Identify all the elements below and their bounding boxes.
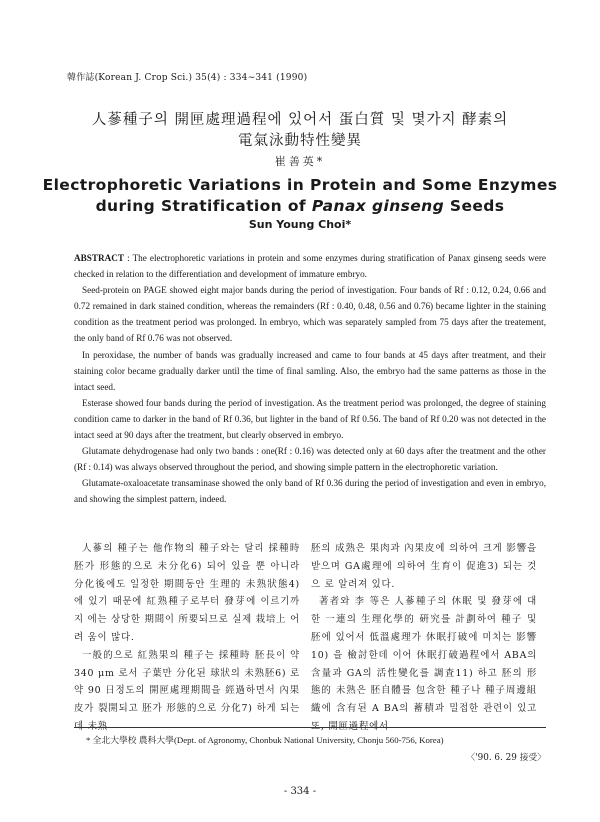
english-title-line-2	[40, 196, 560, 217]
page-number: - 334 -	[283, 786, 317, 797]
abstract	[74, 250, 546, 508]
abstract-paragraph-2: Seed-protein on PAGE showed eight major bands during the period of investigation. Four bands of Rf : 0.12, 0.24, 0.66 and 0.72 remained in dark stained condition, whereas the remainders (Rf : 0.40, 0.48, 0.56 and 0.76) became lighter in the staining condition as the treatment period was prolonged. In embryo, which was separately sampled from 75 days after the treatement, the only band of Rf 0.76 was not observed.	[74, 285, 546, 344]
received-date: 〈'90. 6. 29 接受〉	[466, 753, 546, 763]
english-author: Sun Young Choi*	[248, 218, 352, 231]
body-column-left	[74, 540, 300, 736]
body-left-paragraph-1: 人蔘의 種子는 他作物의 種子와는 달리 採種時 胚가 形態的으로 未分化6) 되어 있을 뿐 아니라 分化後에도 일정한 期間동안 生理的 未熟狀態4) 에 있기 때문에 紅熟種子로부터 發芽에 이르기까지 에는 상당한 期間이 所要되므로 실제 栽培上 어려 움이 많다.	[74, 543, 300, 643]
abstract-paragraph-6: Glutamate-oxaloacetate transaminase showed the only band of Rf 0.36 during the period of investigation and even in embryo, and showing the simplest pattern, indeed.	[74, 478, 546, 505]
korean-author: 崔善英*	[274, 155, 326, 168]
korean-title-line-2: 電氣泳動特性變異	[238, 133, 362, 149]
abstract-heading: ABSTRACT	[74, 253, 125, 263]
author-affiliation-footnote: * 全北大學校 農科大學(Dept. of Agronomy, Chonbuk National University, Chonju 560-756, Korea)	[86, 735, 444, 745]
abstract-paragraph-3: In peroxidase, the number of bands was gradually increased and came to four bands at 45 days after treatment, and their staining color became gradually darker until the time of final samling. Also, the embryo had the same patterns as those in the intact seed.	[74, 349, 546, 392]
korean-title	[40, 110, 560, 152]
english-title	[40, 175, 560, 217]
body-right-paragraph-1: 胚의 成熟은 果肉과 內果皮에 의하여 크게 影響을 받으며 GA處理에 의하여 生育이 促進3) 되는 것으 로 알려져 있다.	[311, 543, 537, 590]
body-left-paragraph-2: 一般的으로 紅熟果의 種子는 採種時 胚長이 약 340 μm 로서 子葉만 分化된 球狀의 未熟胚6) 로 약 90 日정도의 開匣處理期間을 經過하면서 內果皮가 裂開되고 胚가 形態的으로 分化7) 하게 되는데 未熟	[74, 649, 300, 732]
abstract-paragraph-4: Esterase showed four bands during the period of investigation. As the treatment period was prolonged, the degree of staining condition came to darker in the band of Rf 0.36, but lighter in the band of Rf 0.56. The band of Rf 0.20 was not detected in the intact seed at 90 days after the treatment, but clearly observed in embryo.	[74, 397, 546, 441]
abstract-text-1: : The electrophoretic variations in protein and some enzymes during stratification of Panax ginseng seeds were checked in relation to the differentiation and development of immature embryo.	[74, 253, 546, 280]
english-title-line-2-end: Seeds	[444, 197, 505, 215]
species-name: Panax ginseng	[311, 197, 445, 215]
abstract-paragraph-1	[74, 250, 546, 282]
footnote-divider	[74, 727, 546, 728]
korean-title-line-1: 人蔘種子의 開匣處理過程에 있어서 蛋白質 및 몇가지 酵素의	[91, 112, 509, 128]
abstract-paragraph-5: Glutamate dehydrogenase had only two bands : one(Rf : 0.16) was detected only at 60 days after the treatment and the other (Rf : 0.14) was always observed throughout the period, and showing simple pattern in the electrophoretic variation.	[74, 446, 546, 473]
english-title-line-1: Electrophoretic Variations in Protein and Some Enzymes	[42, 176, 558, 194]
english-title-line-2-start: during Stratification of	[95, 197, 312, 215]
journal-reference: 韓作誌(Korean J. Crop Sci.) 35(4) : 334∼341 (1990)	[67, 73, 308, 83]
body-column-right	[311, 540, 537, 736]
body-right-paragraph-2: 著者와 李 等은 人蔘種子의 休眠 및 發芽에 대 한 一連의 生理化學的 硏究를 計劃하여 種子 및 胚에 있어서 低溫處理가 休眠打破에 미치는 影響10) 을 檢討한데 이어 休眠打破過程에서 ABA의 含量과 GA의 活性變化를 調査11) 하고 胚의 形態的 未熟은 胚自體를 包含한 種子나 種子周邊組織에 含有된 A BA의 蓄積과 밀접한 관련이 있고 또, 開匣過程에서	[311, 596, 537, 732]
